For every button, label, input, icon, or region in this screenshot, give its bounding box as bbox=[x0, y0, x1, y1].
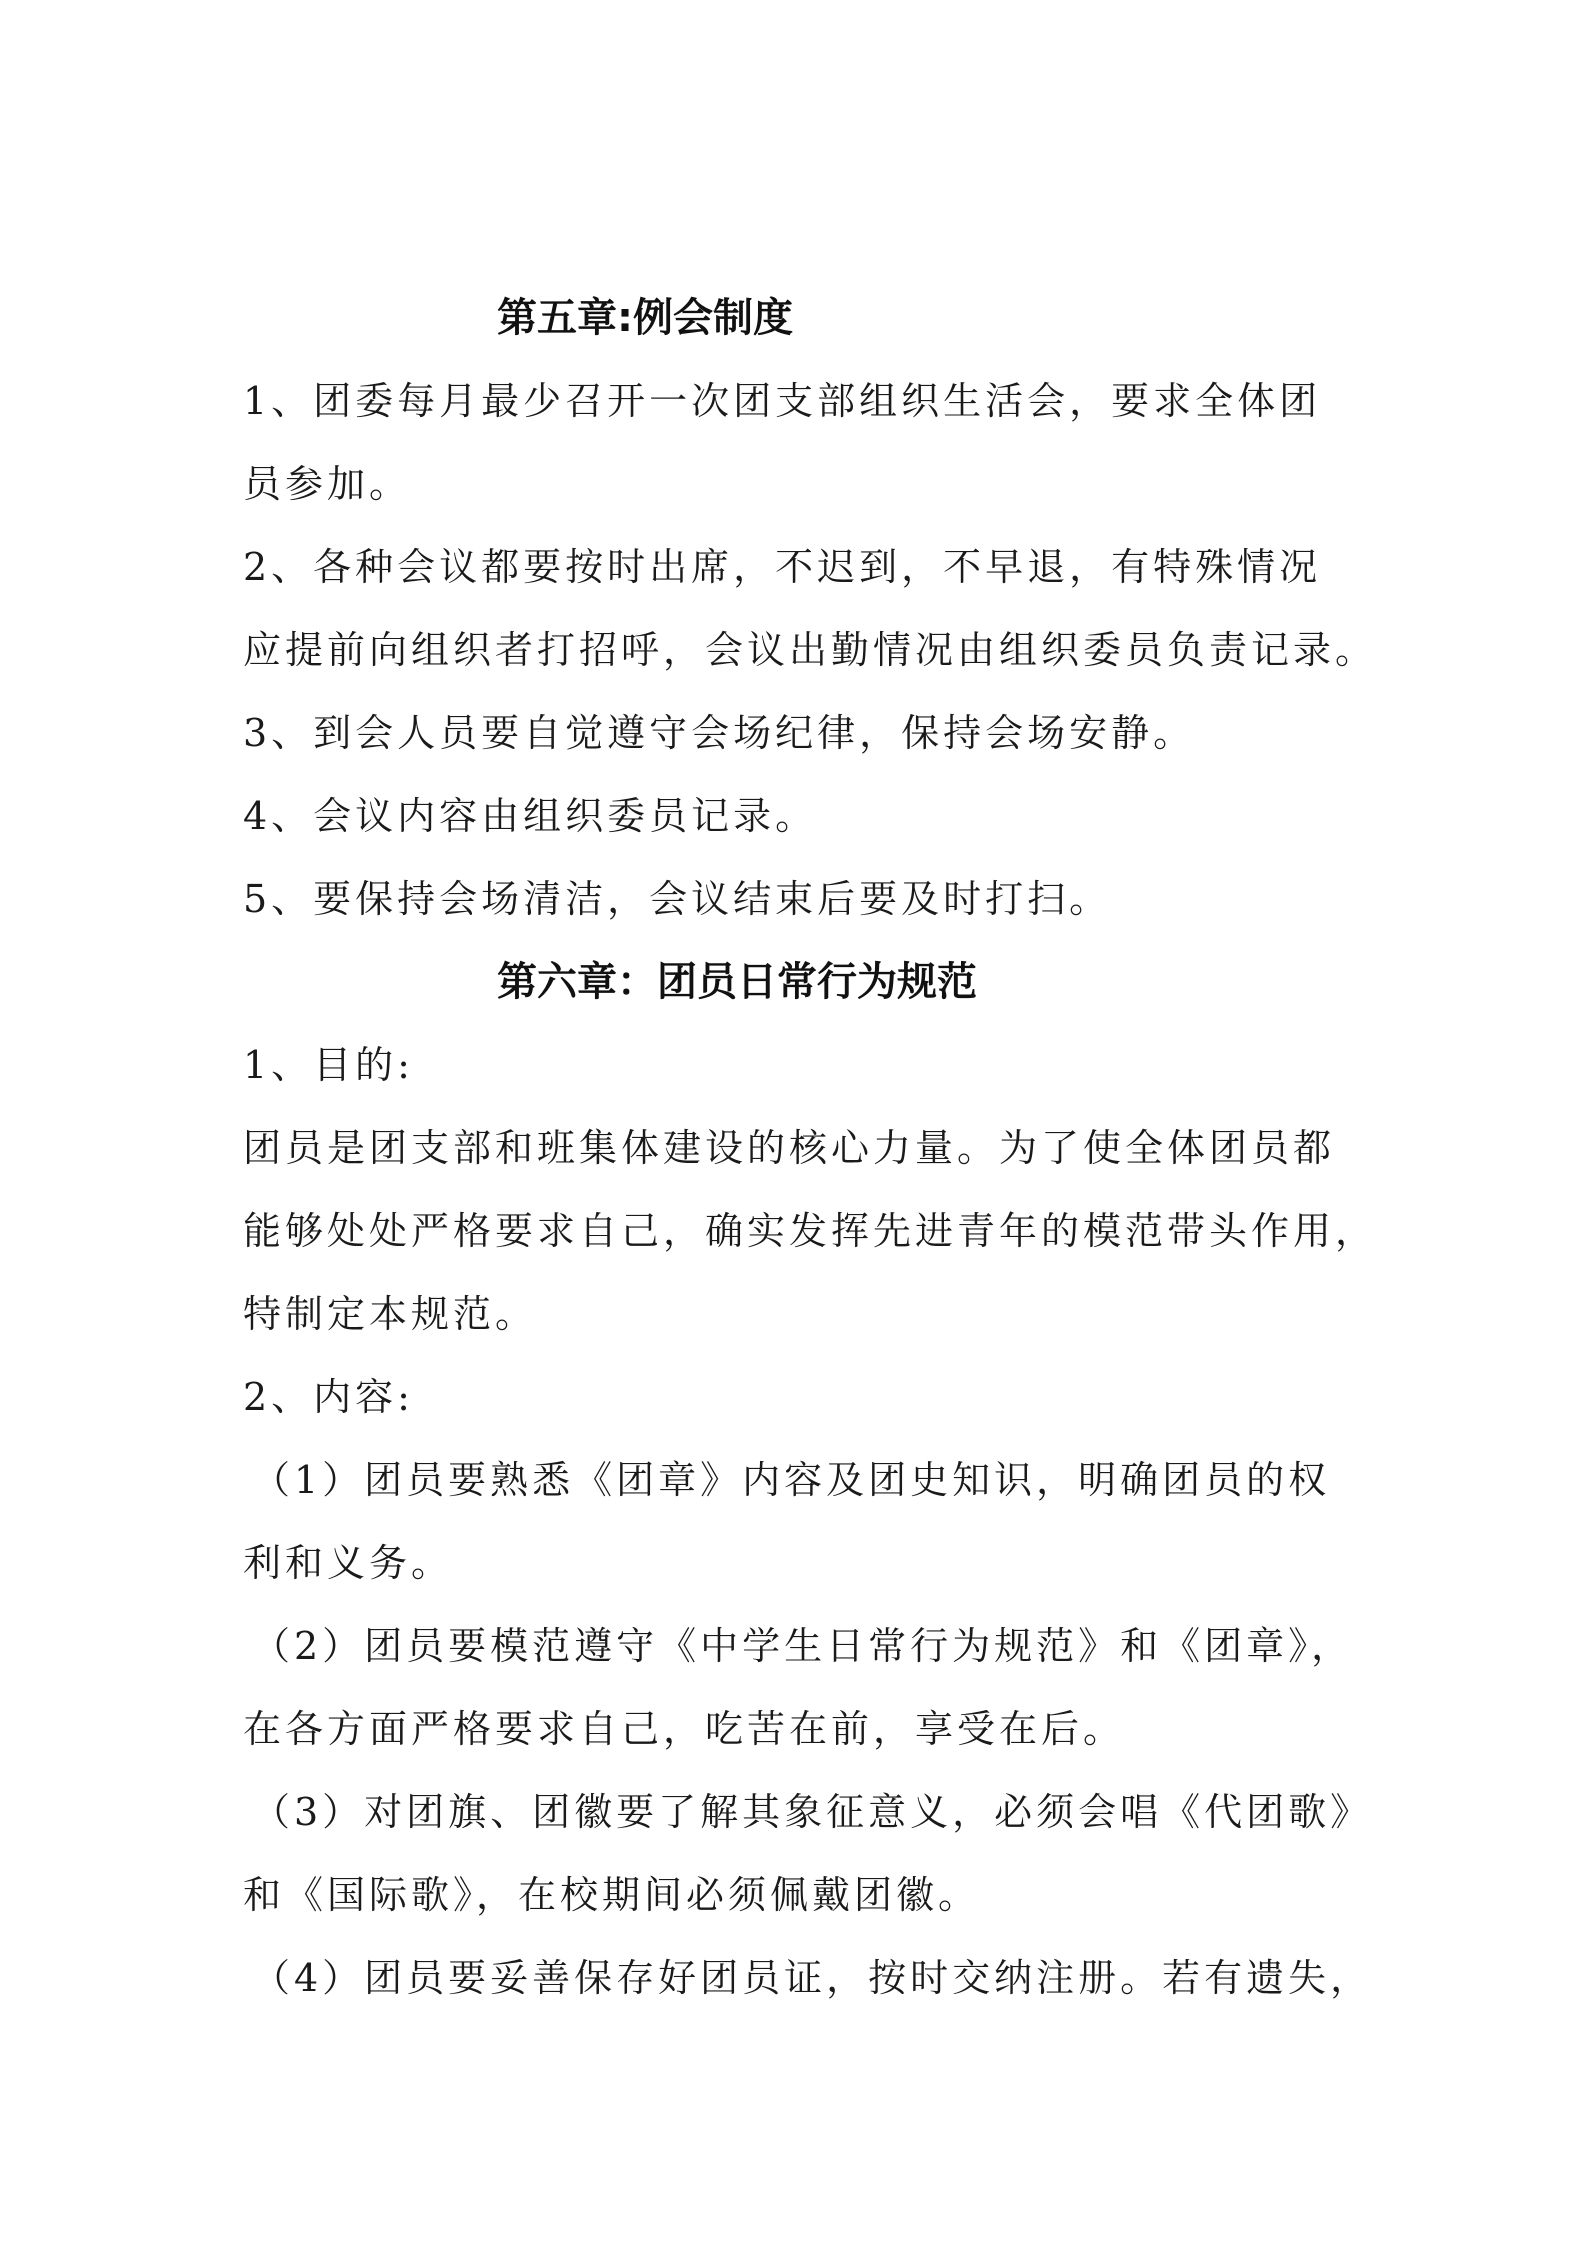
chapter-6-line: 2、内容: bbox=[243, 1375, 414, 1419]
chapter-5-line: 5、要保持会场清洁，会议结束后要及时打扫。 bbox=[243, 877, 1112, 921]
chapter-5-heading: 第五章:例会制度 bbox=[497, 295, 793, 341]
chapter-5-line: 员参加。 bbox=[243, 462, 412, 506]
chapter-5-line: 1、团委每月最少召开一次团支部组织生活会，要求全体团 bbox=[243, 379, 1322, 423]
chapter-6-heading: 第六章：团员日常行为规范 bbox=[497, 959, 977, 1005]
chapter-6-line: （3）对团旗、团徽要了解其象征意义，必须会唱《代团歌》 bbox=[252, 1790, 1373, 1834]
chapter-6-line: 1、目的: bbox=[243, 1043, 414, 1087]
chapter-6-line: 团员是团支部和班集体建设的核心力量。为了使全体团员都 bbox=[243, 1126, 1336, 1170]
chapter-6-line: （1）团员要熟悉《团章》内容及团史知识，明确团员的权 bbox=[252, 1458, 1331, 1502]
chapter-5-line: 4、会议内容由组织委员记录。 bbox=[243, 794, 818, 838]
chapter-6-line: 和《国际歌》，在校期间必须佩戴团徽。 bbox=[243, 1873, 981, 1917]
chapter-6-line: 特制定本规范。 bbox=[243, 1292, 538, 1336]
chapter-6-line: 在各方面严格要求自己，吃苦在前，享受在后。 bbox=[243, 1707, 1126, 1751]
chapter-5-line: 应提前向组织者打招呼，会议出勤情况由组织委员负责记录。 bbox=[243, 628, 1378, 672]
chapter-6-line: （2）团员要模范遵守《中学生日常行为规范》和《团章》， bbox=[252, 1624, 1354, 1668]
chapter-5-line: 3、到会人员要自觉遵守会场纪律，保持会场安静。 bbox=[243, 711, 1196, 755]
chapter-6-line: （4）团员要妥善保存好团员证，按时交纳注册。若有遗失， bbox=[252, 1956, 1373, 2000]
chapter-6-line: 利和义务。 bbox=[243, 1541, 454, 1585]
chapter-5-line: 2、各种会议都要按时出席，不迟到，不早退，有特殊情况 bbox=[243, 545, 1322, 589]
chapter-6-line: 能够处处严格要求自己，确实发挥先进青年的模范带头作用， bbox=[243, 1209, 1378, 1253]
